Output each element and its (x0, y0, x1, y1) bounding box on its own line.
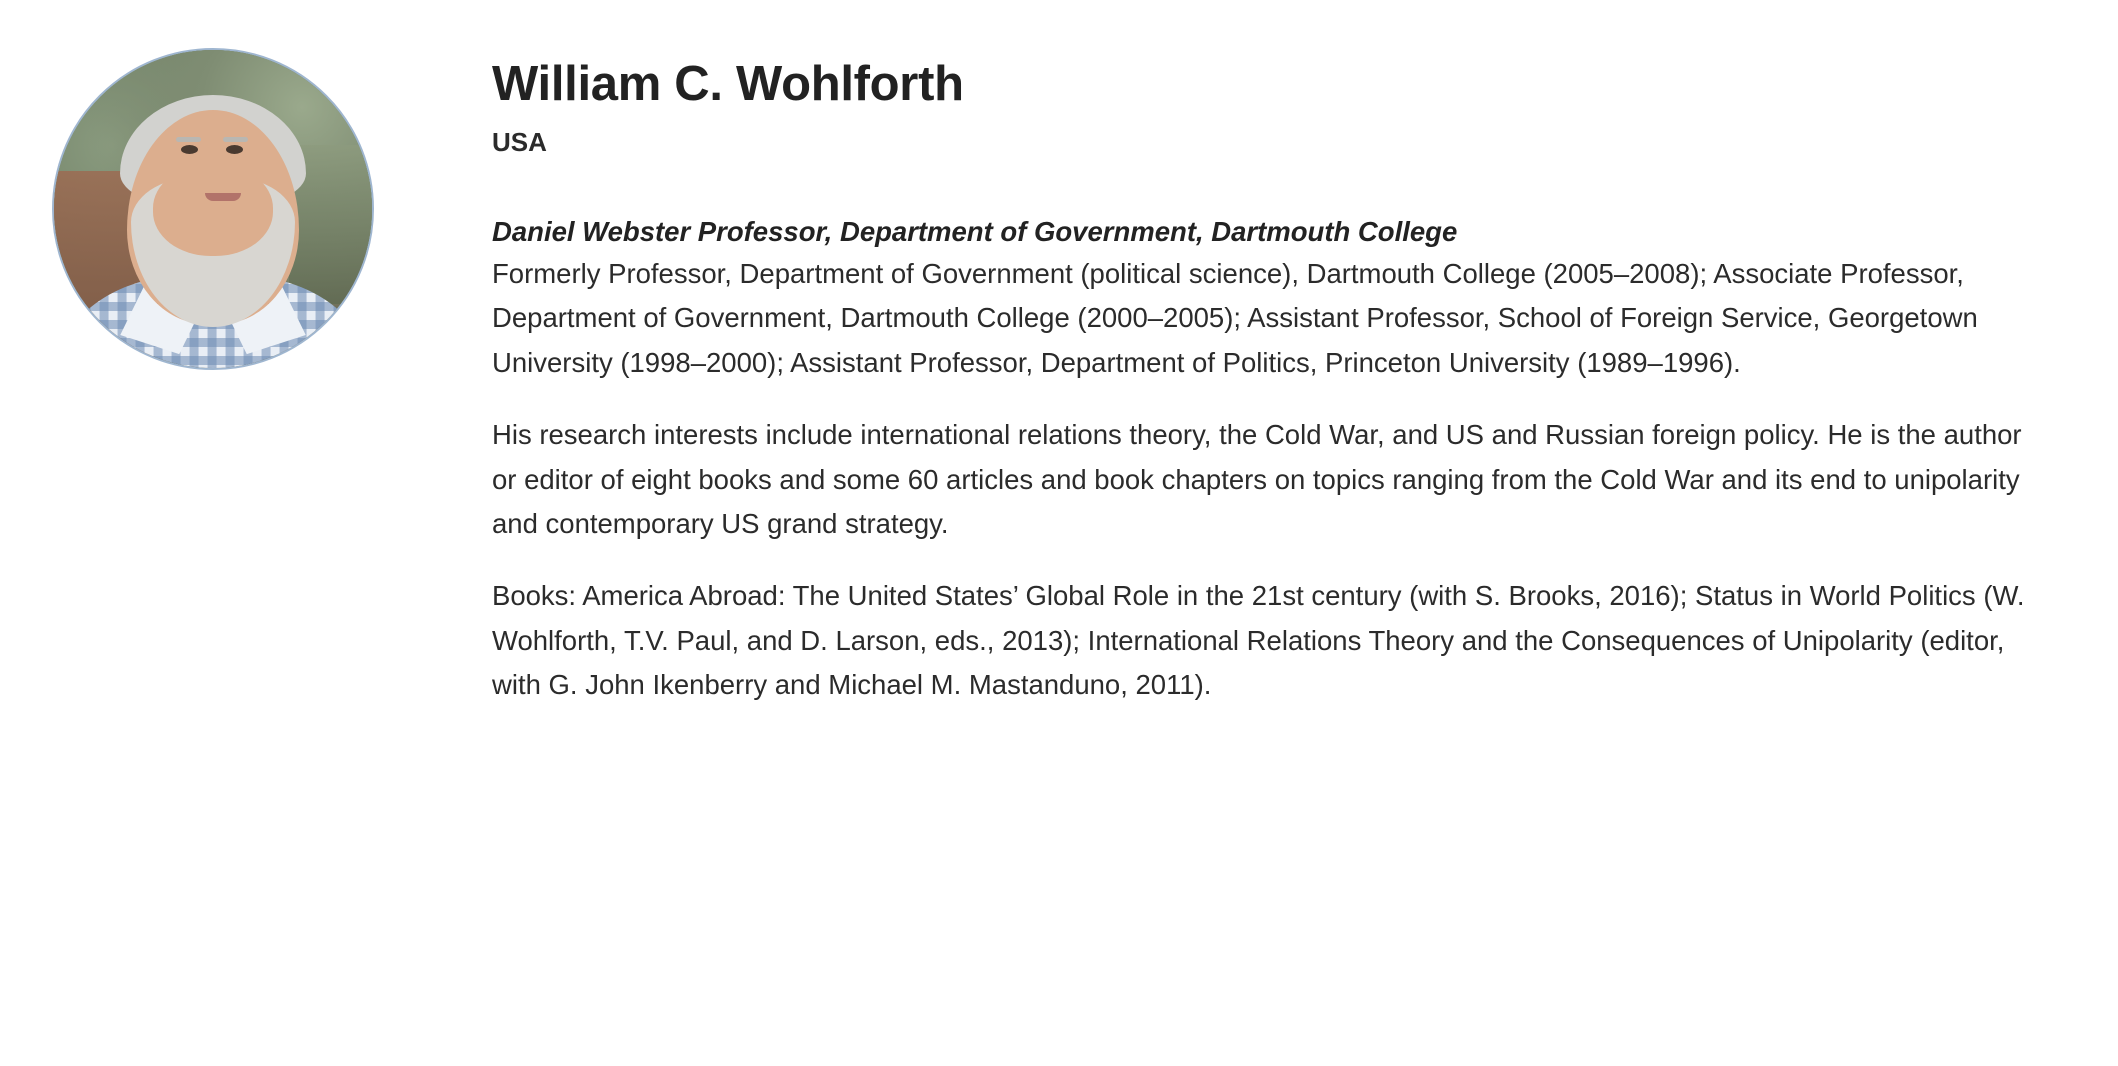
bio-paragraph-3: Books: America Abroad: The United States’ Global Role in the 21st century (with S. Brooks, 2016); Status in World Politics (W. Wohlforth, T.V. Paul, and D. Larson, eds., 2013); International Relations Theory and the Consequences of Unipolarity (editor, with G. John Ikenberry and Michael M. Mastanduno, 2011). (492, 580, 2025, 701)
avatar-container (52, 40, 374, 370)
bio-column (374, 40, 2058, 735)
person-country: USA (492, 126, 547, 157)
bio-paragraph-2: His research interests include international relations theory, the Cold War, and US and Russian foreign policy. He is the author or editor of eight books and some 60 articles and book chapters on topics ranging from the Cold War and its end to unipolarity and contemporary US grand strategy. (492, 419, 2022, 540)
avatar (52, 48, 374, 370)
person-name: William C. Wohlforth (492, 57, 964, 111)
photo-mouth (205, 193, 241, 201)
person-position: Daniel Webster Professor, Department of Government, Dartmouth College (492, 215, 1458, 247)
photo-face (153, 164, 273, 256)
photo-eyebrow-left (176, 137, 201, 142)
bio-paragraph-1: Formerly Professor, Department of Government (political science), Dartmouth College (2005–2008); Associate Professor, Department of Government, Dartmouth College (2000–2005); Assistant Professor, School of Foreign Service, Georgetown University (1998–2000); Assistant Professor, Department of Politics, Princeton University (1989–1996). (492, 257, 1978, 378)
photo-eyebrow-right (223, 137, 248, 142)
